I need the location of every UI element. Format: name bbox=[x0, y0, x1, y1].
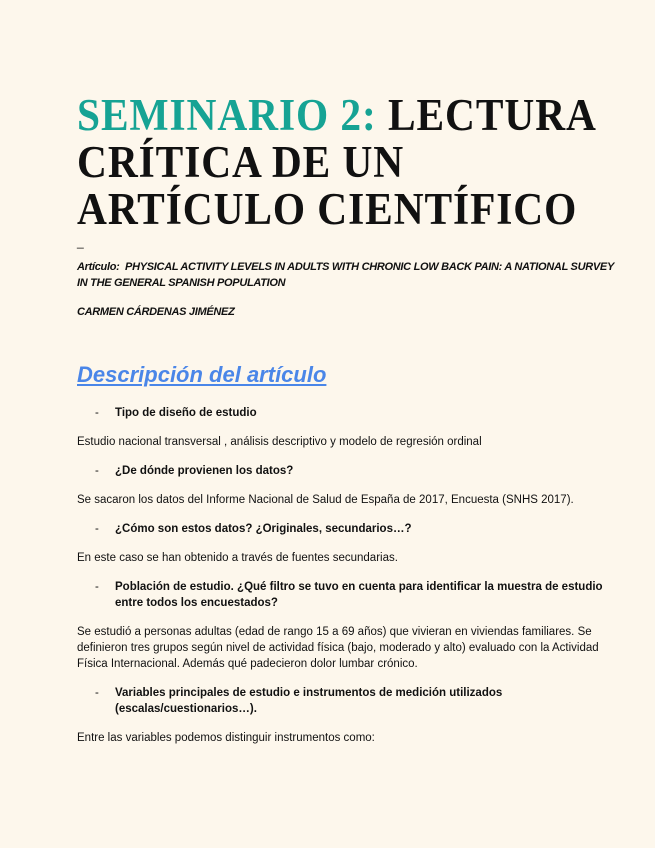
article-title: PHYSICAL ACTIVITY LEVELS IN ADULTS WITH CHRONIC LOW BACK PAIN: A NATIONAL SURVEY IN THE GENERAL SPANISH POPULATION bbox=[77, 261, 614, 289]
title-line2: CRÍTICA DE UN bbox=[77, 137, 405, 187]
section-heading: Descripción del artículo bbox=[77, 362, 327, 387]
question-text: Tipo de diseño de estudio bbox=[115, 407, 257, 419]
bullet-mark: - bbox=[95, 407, 99, 419]
answer-paragraph: Se estudió a personas adultas (edad de rango 15 a 69 años) que vivieran en viviendas familiares. Se definieron tres grupos según nivel de actividad física (bajo, moderado y alto) evaluado con la Actividad Física Internacional. Además qué padecieron dolor lumbar crónico. bbox=[77, 626, 599, 670]
bullet-mark: - bbox=[95, 465, 99, 477]
title-line3: ARTÍCULO CIENTÍFICO bbox=[77, 184, 578, 234]
article-reference bbox=[77, 259, 617, 291]
bullet-question bbox=[95, 463, 615, 479]
answer-paragraph: En este caso se han obtenido a través de fuentes secundarias. bbox=[77, 552, 398, 564]
bullet-mark: - bbox=[95, 581, 99, 593]
author-name: CARMEN CÁRDENAS JIMÉNEZ bbox=[77, 306, 235, 318]
title-line1-rest: LECTURA bbox=[376, 90, 597, 140]
question-text: ¿Cómo son estos datos? ¿Originales, secundarios…? bbox=[115, 523, 412, 535]
bullet-mark: - bbox=[95, 687, 99, 699]
question-text: Población de estudio. ¿Qué filtro se tuvo en cuenta para identificar la muestra de estudio entre todos los encuestados? bbox=[115, 581, 603, 609]
bullet-mark: - bbox=[95, 523, 99, 535]
bullet-question bbox=[95, 521, 615, 537]
question-text: Variables principales de estudio e instrumentos de medición utilizados (escalas/cuestionarios…). bbox=[115, 687, 503, 715]
separator: _ bbox=[77, 235, 84, 249]
title-accent: SEMINARIO 2: bbox=[77, 90, 377, 140]
answer-paragraph: Estudio nacional transversal , análisis descriptivo y modelo de regresión ordinal bbox=[77, 436, 482, 448]
bullet-question bbox=[95, 579, 615, 611]
bullet-question bbox=[95, 685, 615, 717]
bullet-question bbox=[95, 405, 615, 421]
answer-paragraph: Se sacaron los datos del Informe Nacional de Salud de España de 2017, Encuesta (SNHS 2017). bbox=[77, 494, 574, 506]
answer-paragraph: Entre las variables podemos distinguir instrumentos como: bbox=[77, 732, 375, 744]
question-text: ¿De dónde provienen los datos? bbox=[115, 465, 294, 477]
document-title bbox=[77, 90, 597, 234]
article-label: Artículo: bbox=[77, 261, 120, 273]
